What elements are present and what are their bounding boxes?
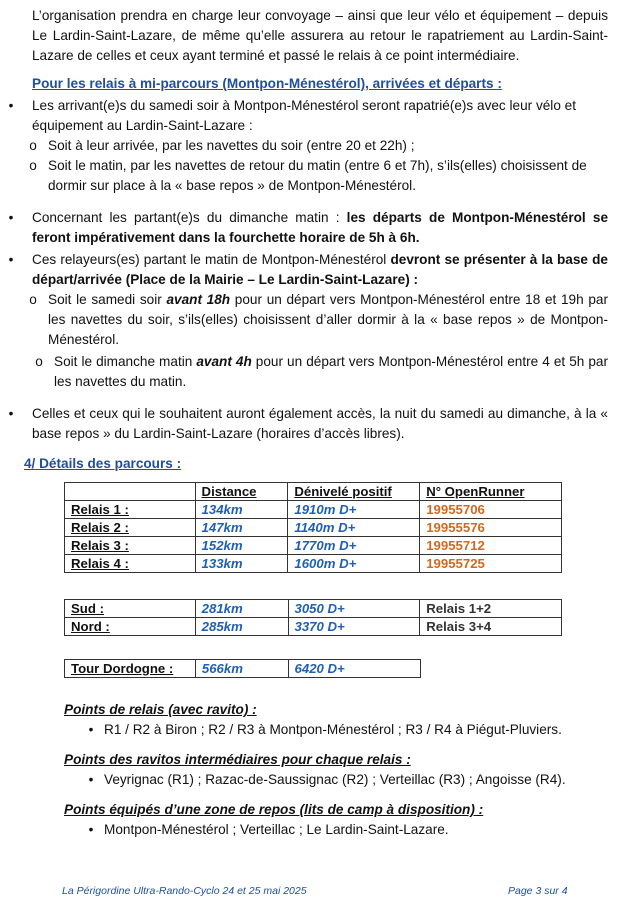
points-repos-heading: Points équipés d’une zone de repos (lits de camp à disposition) : bbox=[64, 802, 484, 817]
distance-cell: 152km bbox=[195, 537, 288, 555]
relayeurs-text: Ces relayeurs(es) partant le matin de Montpon-Ménestérol bbox=[32, 252, 391, 267]
points-relais-heading: Points de relais (avec ravito) : bbox=[64, 702, 257, 717]
dimanche-text-c: pour un départ vers Montpon-Ménestérol entre 4 et 5h par les navettes du matin. bbox=[54, 354, 609, 389]
row-label: Nord : bbox=[65, 618, 196, 636]
distance-cell: 134km bbox=[195, 501, 288, 519]
bullet-base-repos: Celles et ceux qui le souhaitent auront également accès, la nuit du samedi au dimanche, à la « base repos » du Lardin-Saint-Lazare (horaires d’accès libres). bbox=[32, 406, 608, 441]
relais-heading: Pour les relais à mi-parcours (Montpon-Ménestérol), arrivées et départs : bbox=[32, 76, 502, 91]
openrunner-cell: 19955576 bbox=[420, 519, 562, 537]
distance-cell: 147km bbox=[195, 519, 288, 537]
distance-cell: 281km bbox=[195, 600, 288, 618]
row-label: Relais 2 : bbox=[65, 519, 196, 537]
header-openrunner: N° OpenRunner bbox=[420, 483, 562, 501]
bullet-icon: • bbox=[8, 406, 14, 421]
circle-bullet-icon: o bbox=[35, 354, 43, 369]
samedi-text-a: Soit le samedi soir bbox=[48, 292, 167, 307]
intro-paragraph: L’organisation prendra en charge leur convoyage – ainsi que leur vélo et équipement – depuis Le Lardin-Saint-Lazare, de même qu’elle assurera au retour le rapatriement au Lardin-Saint-Lazare de celles et ceux ayant terminé et passé le relais à ce point intermédiaire. bbox=[32, 8, 608, 63]
row-label: Relais 4 : bbox=[65, 555, 196, 573]
denivele-cell: 1140m D+ bbox=[288, 519, 420, 537]
table-row bbox=[65, 555, 562, 573]
table-corner-cell bbox=[65, 483, 196, 501]
footer-page-number: Page 3 sur 4 bbox=[508, 885, 568, 897]
bullet-relayeurs bbox=[32, 250, 608, 290]
table-row bbox=[65, 501, 562, 519]
distance-cell: 285km bbox=[195, 618, 288, 636]
details-heading: 4/ Détails des parcours : bbox=[24, 456, 182, 471]
bullet-arrivants: Les arrivant(e)s du samedi soir à Montpon-Ménestérol seront rapatrié(e)s avec leur vélo et équipement au Lardin-Saint-Lazare : bbox=[32, 98, 576, 133]
bullet-icon: • bbox=[8, 252, 14, 267]
header-distance: Distance bbox=[195, 483, 288, 501]
circle-bullet-icon: o bbox=[29, 158, 37, 173]
sub-bullet-samedi bbox=[48, 290, 608, 350]
openrunner-cell: 19955712 bbox=[420, 537, 562, 555]
relayeurs-bold-text: devront se présenter à la base de départ/arrivée (Place de la Mairie – Le Lardin-Saint-Lazare) : bbox=[32, 252, 608, 287]
row-label: Relais 1 : bbox=[65, 501, 196, 519]
dimanche-text-a: Soit le dimanche matin bbox=[54, 354, 197, 369]
distance-cell: 566km bbox=[195, 660, 288, 678]
relais-table bbox=[64, 482, 562, 573]
table-header-row bbox=[65, 483, 562, 501]
footer-event-title: La Périgordine Ultra-Rando-Cyclo 24 et 25 mai 2025 bbox=[62, 885, 307, 897]
partants-bold-text: les départs de Montpon-Ménestérol se feront impérativement dans la fourchette horaire de 5h à 6h. bbox=[32, 210, 608, 245]
table-row bbox=[65, 600, 562, 618]
points-ravito-heading: Points des ravitos intermédiaires pour chaque relais : bbox=[64, 752, 411, 767]
bullet-icon: • bbox=[8, 98, 14, 113]
denivele-cell: 3050 D+ bbox=[288, 600, 420, 618]
samedi-text-c: pour un départ vers Montpon-Ménestérol entre 18 et 19h par les navettes du soir, s’ils(elles) choisissent d’aller dormir à la « base repos » de Montpon-Ménestérol. bbox=[48, 292, 608, 347]
dimanche-time: avant 4h bbox=[196, 354, 252, 369]
sub-bullet-dimanche bbox=[54, 352, 608, 392]
header-denivele: Dénivelé positif bbox=[288, 483, 420, 501]
relais-cell: Relais 3+4 bbox=[420, 618, 562, 636]
sub-bullet-matin: Soit le matin, par les navettes de retour du matin (entre 6 et 7h), s’ils(elles) choisissent de dormir sur place à la « base repos » de Montpon-Ménestérol. bbox=[48, 158, 587, 193]
row-label: Relais 3 : bbox=[65, 537, 196, 555]
sud-nord-table bbox=[64, 599, 562, 636]
circle-bullet-icon: o bbox=[29, 138, 37, 153]
circle-bullet-icon: o bbox=[29, 292, 37, 307]
table-row bbox=[65, 537, 562, 555]
openrunner-cell: 19955706 bbox=[420, 501, 562, 519]
tour-dordogne-table bbox=[64, 659, 421, 678]
openrunner-cell: 19955725 bbox=[420, 555, 562, 573]
row-label: Tour Dordogne : bbox=[65, 660, 196, 678]
relais-cell: Relais 1+2 bbox=[420, 600, 562, 618]
bullet-icon: • bbox=[8, 210, 14, 225]
points-repos-text: Montpon-Ménestérol ; Verteillac ; Le Lardin-Saint-Lazare. bbox=[104, 822, 449, 837]
denivele-cell: 1770m D+ bbox=[288, 537, 420, 555]
bullet-icon: • bbox=[88, 722, 94, 737]
table-row bbox=[65, 660, 421, 678]
table-row bbox=[65, 618, 562, 636]
partants-text: Concernant les partant(e)s du dimanche matin : bbox=[32, 210, 347, 225]
denivele-cell: 3370 D+ bbox=[288, 618, 420, 636]
bullet-partants bbox=[32, 208, 608, 248]
samedi-time: avant 18h bbox=[166, 292, 231, 307]
sub-bullet-arrivee: Soit à leur arrivée, par les navettes du soir (entre 20 et 22h) ; bbox=[48, 138, 415, 153]
row-label: Sud : bbox=[65, 600, 196, 618]
points-ravito-text: Veyrignac (R1) ; Razac-de-Saussignac (R2) ; Verteillac (R3) ; Angoisse (R4). bbox=[104, 772, 566, 787]
bullet-icon: • bbox=[88, 822, 94, 837]
table-row bbox=[65, 519, 562, 537]
denivele-cell: 6420 D+ bbox=[288, 660, 420, 678]
bullet-icon: • bbox=[88, 772, 94, 787]
denivele-cell: 1910m D+ bbox=[288, 501, 420, 519]
points-relais-text: R1 / R2 à Biron ; R2 / R3 à Montpon-Ménestérol ; R3 / R4 à Piégut-Pluviers. bbox=[104, 722, 562, 737]
distance-cell: 133km bbox=[195, 555, 288, 573]
denivele-cell: 1600m D+ bbox=[288, 555, 420, 573]
